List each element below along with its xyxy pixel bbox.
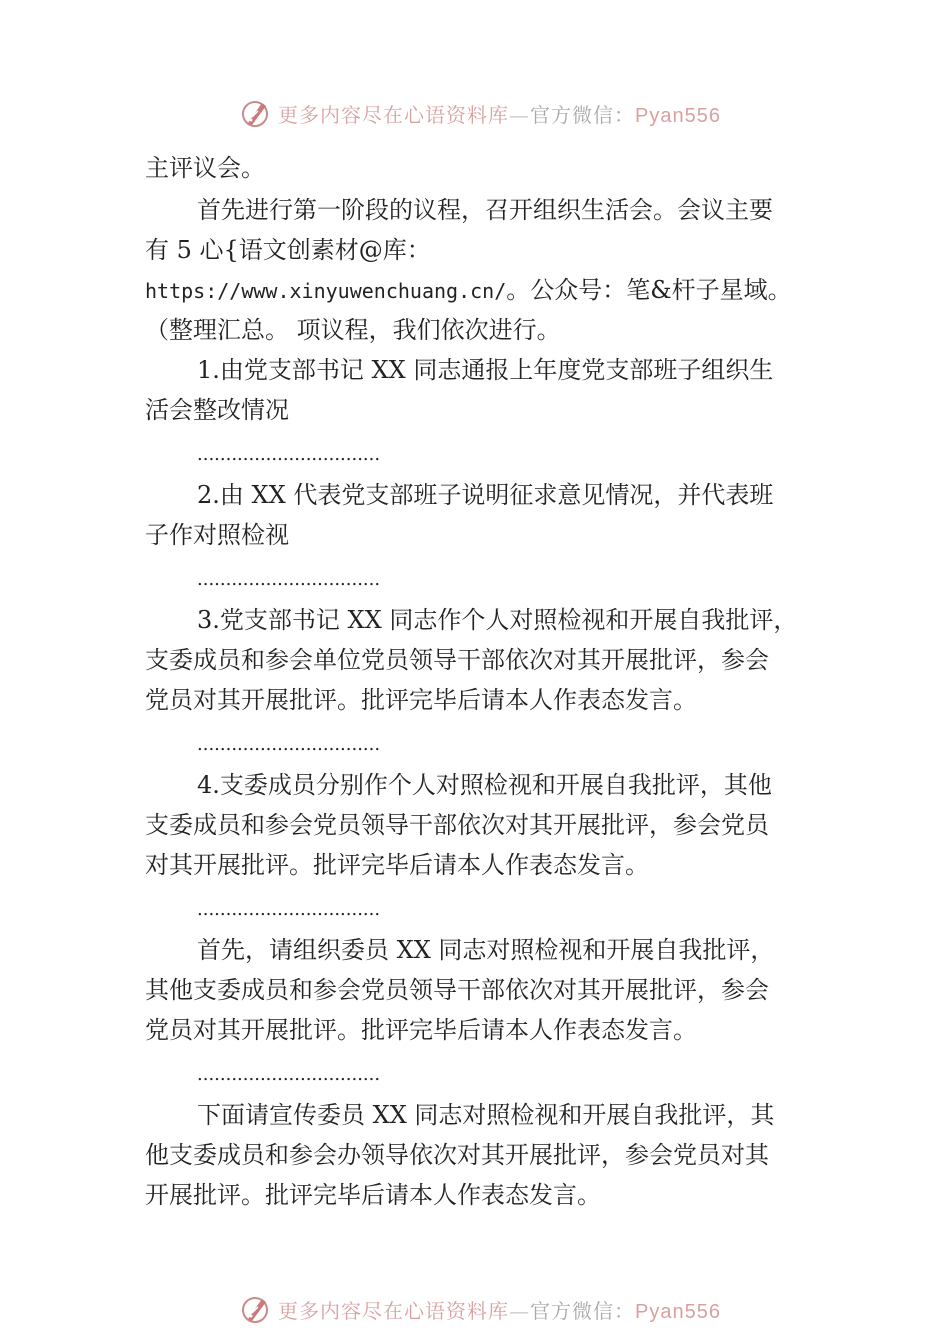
watermark-main-text: 更多内容尽在心语资料库 bbox=[278, 102, 509, 127]
agenda-item-3-cont: 党员对其开展批评。批评完毕后请本人作表态发言。 bbox=[145, 686, 697, 714]
quill-pen-logo-icon bbox=[240, 97, 272, 129]
paragraph-line: 其他支委成员和参会党员领导干部依次对其开展批评，参会 bbox=[145, 976, 769, 1004]
paragraph-line: 党员对其开展批评。批评完毕后请本人作表态发言。 bbox=[145, 1016, 697, 1044]
watermark-wechat-id: Pyan556 bbox=[635, 104, 721, 127]
watermark-separator: — bbox=[509, 1298, 530, 1323]
watermark-separator: — bbox=[509, 102, 530, 127]
source-url: https://www.xinyuwenchuang.cn/ bbox=[145, 279, 507, 303]
paragraph-line: 他支委成员和参会办领导依次对其开展批评，参会党员对其 bbox=[145, 1141, 769, 1169]
watermark-wechat-id: Pyan556 bbox=[635, 1300, 721, 1323]
watermark-label: 官方微信： bbox=[530, 102, 635, 127]
watermark-text bbox=[278, 99, 721, 128]
paragraph-line bbox=[145, 270, 792, 310]
paragraph-line-suffix: 。公众号：笔&杆子星域。 bbox=[506, 276, 792, 304]
quill-pen-logo-icon bbox=[240, 1293, 272, 1325]
ellipsis-divider: ................................ bbox=[197, 734, 381, 755]
paragraph-line: 开展批评。批评完毕后请本人作表态发言。 bbox=[145, 1181, 601, 1209]
watermark-label: 官方微信： bbox=[530, 1298, 635, 1323]
paragraph-line: 有 5 心{语文创素材@库： bbox=[145, 236, 431, 264]
agenda-item-1: 1.由党支部书记 XX 同志通报上年度党支部班子组织生 bbox=[197, 356, 774, 384]
watermark-text bbox=[278, 1295, 721, 1324]
ellipsis-divider: ................................ bbox=[197, 1064, 381, 1085]
header-watermark bbox=[240, 96, 721, 130]
footer-watermark bbox=[240, 1292, 721, 1326]
ellipsis-divider: ................................ bbox=[197, 899, 381, 920]
paragraph-line: （整理汇总。 项议程，我们依次进行。 bbox=[145, 316, 561, 344]
agenda-item-4: 4.支委成员分别作个人对照检视和开展自我批评，其他 bbox=[197, 771, 772, 799]
agenda-item-3-cont: 支委成员和参会单位党员领导干部依次对其开展批评，参会 bbox=[145, 646, 769, 674]
agenda-item-2-cont: 子作对照检视 bbox=[145, 521, 289, 549]
agenda-item-4-cont: 支委成员和参会党员领导干部依次对其开展批评，参会党员 bbox=[145, 811, 769, 839]
ellipsis-divider: ................................ bbox=[197, 444, 381, 465]
agenda-item-1-cont: 活会整改情况 bbox=[145, 396, 289, 424]
agenda-item-4-cont: 对其开展批评。批评完毕后请本人作表态发言。 bbox=[145, 851, 649, 879]
agenda-item-2: 2.由 XX 代表党支部班子说明征求意见情况，并代表班 bbox=[197, 481, 774, 509]
paragraph-line: 首先，请组织委员 XX 同志对照检视和开展自我批评， bbox=[197, 936, 775, 964]
agenda-item-3: 3.党支部书记 XX 同志作个人对照检视和开展自我批评， bbox=[197, 606, 798, 634]
paragraph-line: 首先进行第一阶段的议程，召开组织生活会。会议主要 bbox=[197, 196, 773, 224]
paragraph-line: 下面请宣传委员 XX 同志对照检视和开展自我批评，其 bbox=[197, 1101, 775, 1129]
watermark-main-text: 更多内容尽在心语资料库 bbox=[278, 1298, 509, 1323]
ellipsis-divider: ................................ bbox=[197, 569, 381, 590]
paragraph-line: 主评议会。 bbox=[145, 154, 265, 182]
